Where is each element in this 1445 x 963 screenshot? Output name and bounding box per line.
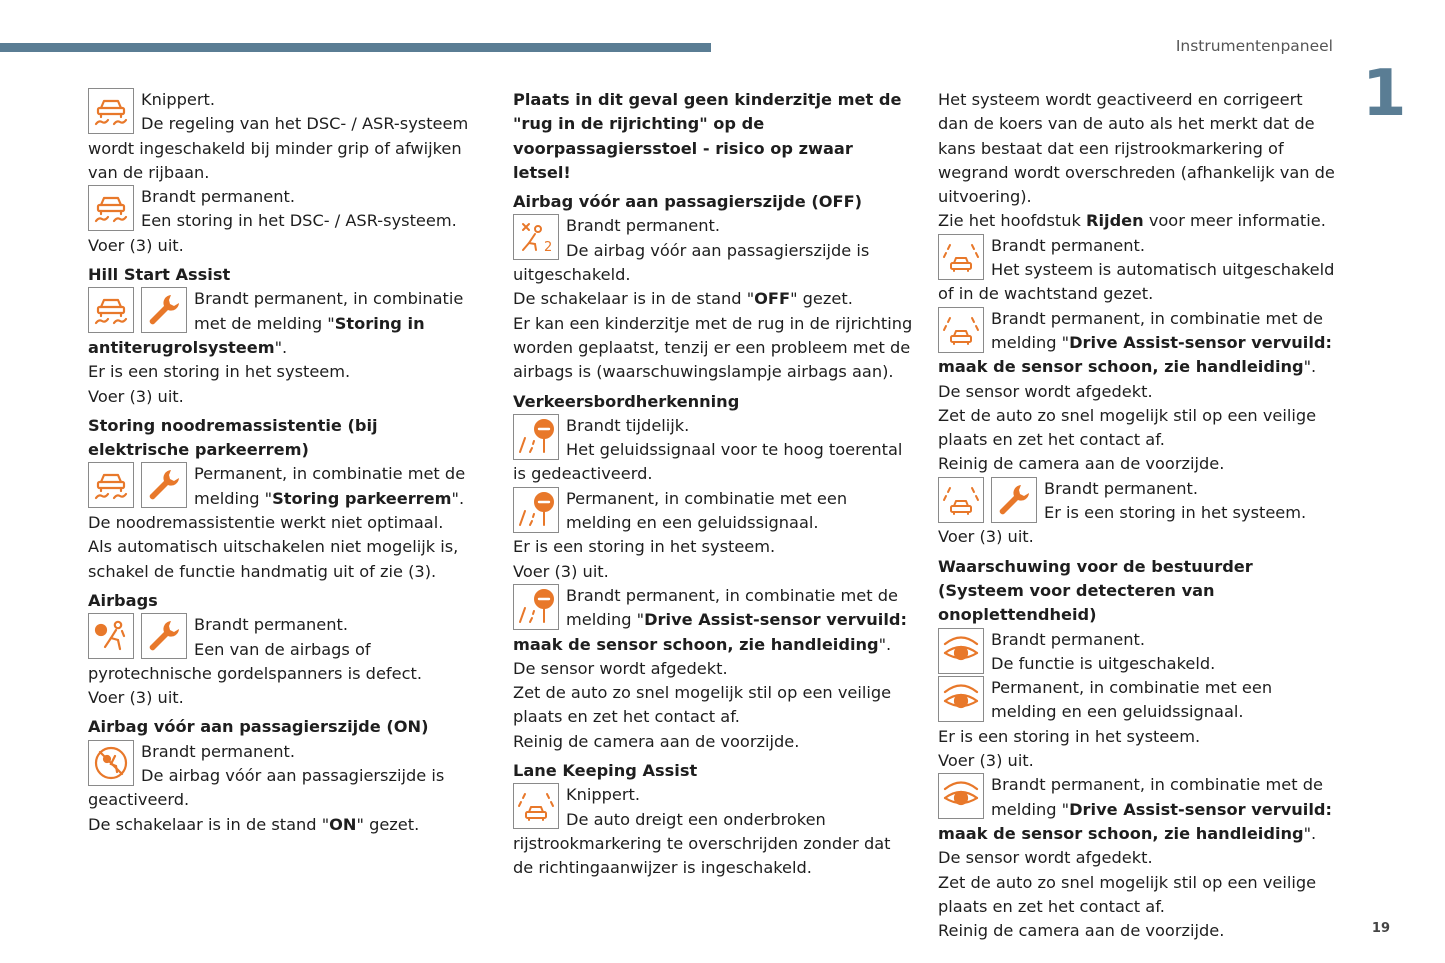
- entry-text: Zet de auto zo snel mogelijk stil op een veilige plaats en zet het contact af.: [513, 683, 892, 727]
- entry-text: Voer (3) uit.: [88, 688, 184, 708]
- entry-text: De functie is uitgeschakeld.: [991, 653, 1216, 673]
- wrench-icon: [141, 287, 187, 333]
- airbags-entry: [88, 613, 483, 686]
- entry-text: Voer (3) uit.: [88, 386, 184, 406]
- entry-text: De regeling van het DSC- / ASR-systeem wordt ingeschakeld bij minder grip of afwijken van de rijbaan.: [88, 114, 469, 182]
- entry-text: Zet de auto zo snel mogelijk stil op een veilige plaats en zet het contact af.: [938, 872, 1317, 916]
- entry-text: De sensor wordt afgedekt.: [938, 848, 1153, 868]
- speed-sign-icon: [513, 584, 559, 630]
- airbag-on-entry: [88, 740, 483, 813]
- entry-text: Brandt permanent.: [1044, 478, 1198, 498]
- entry-text: Er kan een kinderzitje met de rug in de rijrichting worden geplaatst, tenzij er een probleem met de airbags is (waarschuwingslampje airbags aan).: [513, 313, 913, 382]
- entry-text: De schakelaar is in de stand "ON" gezet.: [88, 814, 420, 834]
- driver-entry-1: [938, 628, 1338, 677]
- column-left: [88, 88, 483, 837]
- entry-text: Brandt permanent, in combinatie met de melding "Storing in antiterugrolsysteem".: [88, 289, 464, 357]
- lane-icon: [938, 307, 984, 353]
- wrench-icon: [141, 462, 187, 508]
- entry-text: Brandt permanent, in combinatie met de melding "Drive Assist-sensor vervuild: maak de sensor schoon, zie handleiding".: [938, 308, 1332, 377]
- entry-text: Reinig de camera aan de voorzijde.: [938, 921, 1225, 941]
- dsc-blink-entry: [88, 88, 483, 185]
- section-heading: Storing noodremassistentie (bij elektrische parkeerrem): [88, 415, 378, 460]
- section-title: Instrumentenpaneel: [1175, 37, 1333, 55]
- page-number: 19: [1371, 921, 1390, 936]
- entry-text: Een van de airbags of pyrotechnische gordelspanners is defect.: [88, 639, 422, 683]
- section-heading: Hill Start Assist: [88, 265, 231, 285]
- entry-text: Voer (3) uit.: [938, 527, 1034, 547]
- driver-entry-3: [938, 773, 1338, 846]
- entry-text: Brandt permanent.: [566, 216, 720, 236]
- entry-text: Een storing in het DSC- / ASR-systeem.: [141, 211, 457, 231]
- entry-text: Permanent, in combinatie met de melding "Storing parkeerrem".: [194, 464, 466, 508]
- eye-icon: [938, 628, 984, 674]
- eye-icon: [938, 676, 984, 722]
- lane-entry-2: [938, 307, 1338, 380]
- entry-text: De auto dreigt een onderbroken rijstrookmarkering te overschrijden zonder dat de richtingaanwijzer is ingeschakeld.: [513, 809, 891, 878]
- skid-icon: [88, 287, 134, 333]
- dsc-permanent-entry: [88, 185, 483, 234]
- entry-text: Het systeem is automatisch uitgeschakeld of in de wachtstand gezet.: [938, 260, 1335, 304]
- airbag-icon: [88, 613, 134, 659]
- warning-text: Plaats in dit geval geen kinderzitje met de "rug in de rijrichting" op de voorpassagiersstoel - risico op zwaar letsel!: [513, 90, 902, 182]
- entry-text: De noodremassistentie werkt niet optimaal.: [88, 513, 444, 533]
- entry-text: De airbag vóór aan passagierszijde is uitgeschakeld.: [513, 240, 870, 285]
- lane-keeping-entry: [513, 783, 913, 880]
- entry-text: Brandt permanent, in combinatie met de melding "Drive Assist-sensor vervuild: maak de sensor schoon, zie handleiding".: [513, 585, 907, 654]
- header-accent-bar: [0, 43, 711, 52]
- driver-entry-2: [938, 676, 1338, 725]
- hill-start-entry: [88, 287, 483, 360]
- entry-text: Permanent, in combinatie met een melding en een geluidssignaal.: [566, 488, 848, 533]
- entry-text: Knippert.: [141, 90, 216, 109]
- column-right: [938, 88, 1338, 943]
- entry-text: De sensor wordt afgedekt.: [938, 381, 1153, 401]
- entry-text: Het systeem wordt geactiveerd en corrigeert dan de koers van de auto als het merkt dat de kans bestaat dat een rijstrookmarkering of wegrand wordt overschreden (afhankelijk van de uitvoering).: [938, 90, 1335, 207]
- skid-icon: [88, 462, 134, 508]
- entry-text: Brandt permanent.: [991, 629, 1145, 649]
- entry-text: Zie het hoofdstuk Rijden voor meer informatie.: [938, 211, 1326, 231]
- entry-text: Er is een storing in het systeem.: [513, 537, 776, 557]
- entry-text: Er is een storing in het systeem.: [88, 362, 351, 382]
- lane-icon: [513, 783, 559, 829]
- section-heading: Lane Keeping Assist: [513, 761, 698, 781]
- entry-text: Brandt tijdelijk.: [566, 415, 690, 435]
- entry-text: Brandt permanent.: [141, 187, 295, 207]
- entry-text: Voer (3) uit.: [938, 751, 1034, 771]
- section-heading: Verkeersbordherkenning: [513, 391, 740, 411]
- lane-icon: [938, 477, 984, 523]
- traffic-sign-entry-2: [513, 487, 913, 536]
- entry-text: Als automatisch uitschakelen niet mogelijk is, schakel de functie handmatig uit of zie (3).: [88, 537, 459, 581]
- section-heading: Airbags: [88, 590, 158, 610]
- entry-text: Zet de auto zo snel mogelijk stil op een veilige plaats en zet het contact af.: [938, 405, 1317, 450]
- wrench-icon: [991, 477, 1037, 523]
- traffic-sign-entry-3: [513, 584, 913, 657]
- entry-text: Er is een storing in het systeem.: [1044, 503, 1307, 523]
- column-middle: [513, 88, 913, 881]
- entry-text: Reinig de camera aan de voorzijde.: [938, 454, 1225, 474]
- speed-sign-icon: [513, 414, 559, 460]
- skid-icon: [88, 88, 134, 134]
- airbag-off-icon: [513, 214, 559, 260]
- skid-icon: [88, 185, 134, 231]
- entry-text: Voer (3) uit.: [513, 561, 609, 581]
- entry-text: De sensor wordt afgedekt.: [513, 658, 728, 678]
- entry-text: De schakelaar is in de stand "OFF" gezet.: [513, 289, 853, 309]
- speed-sign-icon: [513, 487, 559, 533]
- entry-text: Permanent, in combinatie met een melding en een geluidssignaal.: [991, 678, 1273, 722]
- entry-text: Brandt permanent.: [991, 235, 1145, 255]
- entry-text: Er is een storing in het systeem.: [938, 726, 1201, 746]
- airbag-on-icon: [88, 740, 134, 786]
- entry-text: Het geluidssignaal voor te hoog toerental is gedeactiveerd.: [513, 440, 903, 484]
- wrench-icon: [141, 613, 187, 659]
- entry-text: Knippert.: [566, 785, 641, 805]
- section-heading: Airbag vóór aan passagierszijde (ON): [88, 717, 429, 737]
- traffic-sign-entry-1: [513, 414, 913, 487]
- chapter-number: 1: [1362, 57, 1407, 131]
- airbag-off-entry: [513, 214, 913, 287]
- lane-entry-1: [938, 234, 1338, 307]
- section-heading: Airbag vóór aan passagierszijde (OFF): [513, 192, 863, 212]
- lane-entry-3: [938, 477, 1338, 526]
- eye-icon: [938, 773, 984, 819]
- entry-text: De airbag vóór aan passagierszijde is geactiveerd.: [88, 766, 445, 810]
- section-heading: Waarschuwing voor de bestuurder (Systeem voor detecteren van onoplettendheid): [938, 556, 1253, 625]
- entry-text: Voer (3) uit.: [88, 235, 184, 255]
- brake-assist-entry: [88, 462, 483, 511]
- entry-text: Brandt permanent, in combinatie met de melding "Drive Assist-sensor vervuild: maak de sensor schoon, zie handleiding".: [938, 775, 1332, 843]
- lane-icon: [938, 234, 984, 280]
- entry-text: Brandt permanent.: [141, 741, 295, 761]
- entry-text: Brandt permanent.: [194, 615, 348, 635]
- entry-text: Reinig de camera aan de voorzijde.: [513, 731, 800, 751]
